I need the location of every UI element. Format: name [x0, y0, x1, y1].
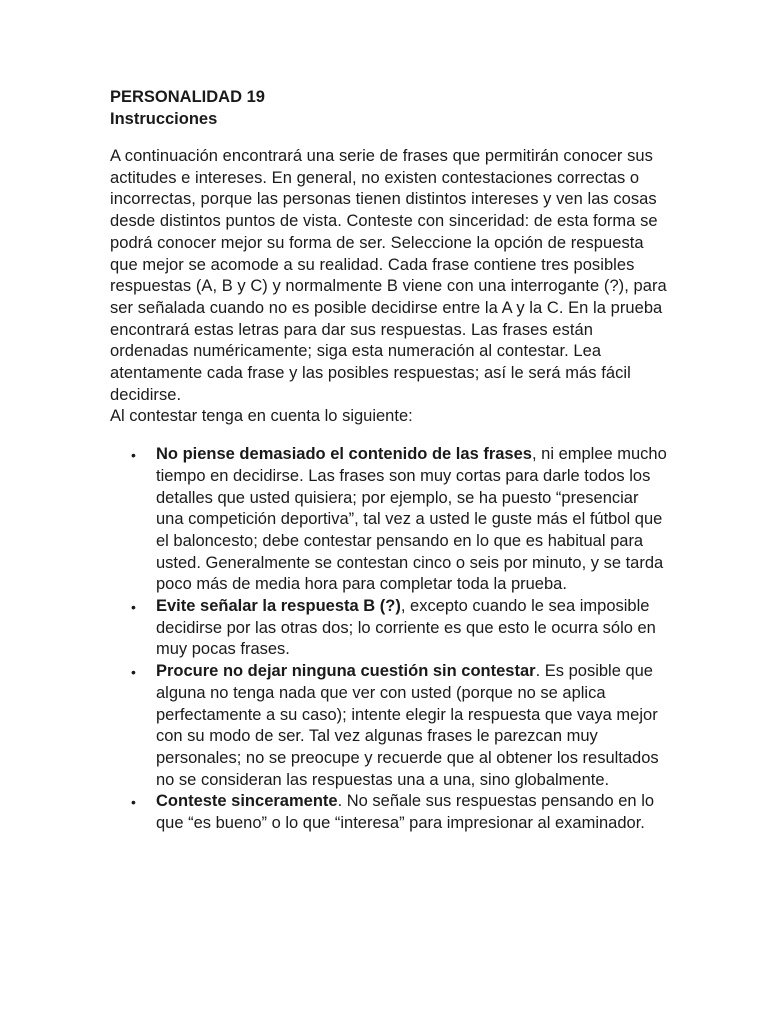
- bullet-icon: •: [131, 664, 136, 681]
- document-subtitle: Instrucciones: [110, 110, 218, 128]
- rule-emphasis: No piense demasiado el contenido de las frases: [156, 445, 532, 464]
- bullet-icon: •: [131, 447, 136, 464]
- rule-text: . Es posible que alguna no tenga nada que ver con usted (porque no se aplica perfectamente a su caso); intente elegir la respuesta que vaya mejor con su modo de ser. Tal vez algunas frases le parezcan muy personales; no se preocupe y recuerde que al obtener los resultados no se consideran las respuestas una a una, sino globalmente.: [156, 662, 659, 789]
- rule-emphasis: Evite señalar la respuesta B (?): [156, 597, 401, 616]
- rule-text: , excepto cuando le sea imposible decidirse por las otras dos; lo corriente es que esto le ocurra sólo en muy pocas frases.: [156, 597, 656, 659]
- instructions-paragraph: A continuación encontrará una serie de frases que permitirán conocer sus actitudes e intereses. En general, no existen contestaciones correctas o incorrectas, porque las personas tienen distintos intereses y ven las cosas desde distintos puntos de vista. Conteste con sinceridad: de esta forma se podrá conocer mejor su forma de ser. Seleccione la opción de respuesta que mejor se acomode a su realidad. Cada frase contiene tres posibles respuestas (A, B y C) y normalmente B viene con una interrogante (?), para ser señalada cuando no es posible decidirse entre la A y la C. En la prueba encontrará estas letras para dar sus respuestas. Las frases están ordenadas numéricamente; siga esta numeración al contestar. Lea atentamente cada frase y las posibles respuestas; así le será más fácil decidirse.: [110, 147, 667, 404]
- list-item: [110, 661, 670, 791]
- rule-emphasis: Procure no dejar ninguna cuestión sin contestar: [156, 662, 536, 681]
- list-item: [110, 444, 670, 596]
- rule-emphasis: Conteste sinceramente: [156, 792, 338, 811]
- rules-list: [110, 444, 670, 835]
- list-item: [110, 596, 670, 661]
- instructions-intro-line: Al contestar tenga en cuenta lo siguiente:: [110, 407, 413, 426]
- list-item: [110, 791, 670, 834]
- bullet-icon: •: [131, 794, 136, 811]
- rule-text: . No señale sus respuestas pensando en lo que “es bueno” o lo que “interesa” para impresionar al examinador.: [156, 792, 655, 833]
- bullet-icon: •: [131, 599, 136, 616]
- document-title: PERSONALIDAD 19: [110, 88, 265, 106]
- document-page: [110, 86, 670, 835]
- rule-text: , ni emplee mucho tiempo en decidirse. Las frases son muy cortas para darle todos los detalles que usted quisiera; por ejemplo, se ha puesto “presenciar una competición deportiva”, tal vez a usted le guste más el fútbol que el baloncesto; debe contestar pensando en lo que es habitual para usted. Generalmente se contestan cinco o seis por minuto, y se tarda poco más de media hora para completar toda la prueba.: [156, 445, 667, 594]
